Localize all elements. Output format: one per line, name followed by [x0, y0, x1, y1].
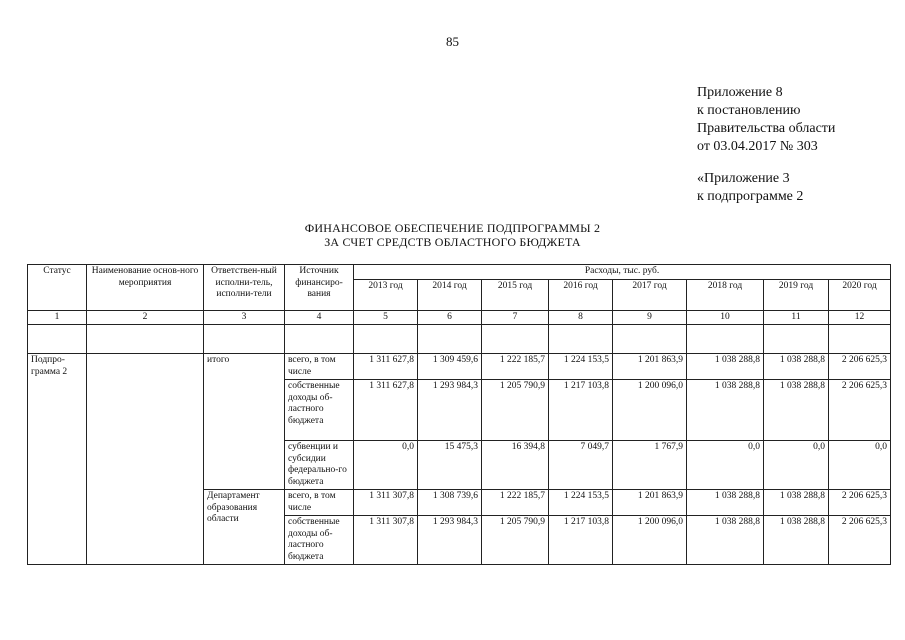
value-cell: 1 224 153,5 — [549, 490, 613, 516]
value-cell: 1 038 288,8 — [764, 516, 829, 565]
value-cell: 0,0 — [764, 441, 829, 490]
column-number: 11 — [764, 310, 829, 325]
value-cell: 1 311 307,8 — [354, 490, 418, 516]
value-cell: 1 293 984,3 — [418, 380, 482, 441]
header-row — [28, 265, 891, 280]
value-cell: 0,0 — [354, 441, 418, 490]
title-line: ФИНАНСОВОЕ ОБЕСПЕЧЕНИЕ ПОДПРОГРАММЫ 2 — [304, 221, 601, 235]
value-cell: 1 767,9 — [613, 441, 687, 490]
column-number: 6 — [418, 310, 482, 325]
value-cell: 1 038 288,8 — [687, 516, 764, 565]
spacer-cell — [613, 325, 687, 354]
value-cell: 1 205 790,9 — [482, 380, 549, 441]
appendix-block — [697, 84, 835, 156]
appendix-line: Приложение 8 — [697, 85, 783, 100]
event-name-cell — [87, 354, 204, 565]
value-cell: 15 475,3 — [418, 441, 482, 490]
table-row — [28, 354, 891, 380]
header-source: Источник финансиро-вания — [285, 265, 354, 311]
value-cell: 1 038 288,8 — [687, 380, 764, 441]
value-cell: 1 311 307,8 — [354, 516, 418, 565]
value-cell: 16 394,8 — [482, 441, 549, 490]
executor-cell: Департамент образования области — [204, 490, 285, 565]
column-number: 4 — [285, 310, 354, 325]
value-cell: 1 038 288,8 — [764, 490, 829, 516]
value-cell: 1 205 790,9 — [482, 516, 549, 565]
value-cell: 7 049,7 — [549, 441, 613, 490]
spacer-cell — [87, 325, 204, 354]
appendix-line: Правительства области — [697, 121, 836, 136]
column-number: 8 — [549, 310, 613, 325]
value-cell: 1 224 153,5 — [549, 354, 613, 380]
appendix-sub-line: к подпрограмме 2 — [697, 189, 804, 204]
column-number: 3 — [204, 310, 285, 325]
value-cell: 2 206 625,3 — [829, 490, 891, 516]
page-number: 85 — [446, 34, 459, 49]
source-cell: всего, в том числе — [285, 354, 354, 380]
header-executor: Ответствен-ный исполни-тель, исполни-тели — [204, 265, 285, 311]
value-cell: 1 038 288,8 — [687, 490, 764, 516]
spacer-cell — [285, 325, 354, 354]
year-header: 2015 год — [482, 279, 549, 310]
spacer-cell — [764, 325, 829, 354]
title-line: ЗА СЧЕТ СРЕДСТВ ОБЛАСТНОГО БЮДЖЕТА — [324, 235, 581, 249]
column-number: 1 — [28, 310, 87, 325]
appendix-sub-block — [697, 170, 803, 206]
year-header: 2013 год — [354, 279, 418, 310]
spacer-cell — [549, 325, 613, 354]
header-status: Статус — [28, 265, 87, 311]
source-cell: субвенции и субсидии федерально-го бюджета — [285, 441, 354, 490]
status-cell: Подпро-грамма 2 — [28, 354, 87, 565]
spacer-cell — [418, 325, 482, 354]
value-cell: 1 222 185,7 — [482, 354, 549, 380]
value-cell: 1 038 288,8 — [764, 380, 829, 441]
year-header: 2017 год — [613, 279, 687, 310]
source-cell: собственные доходы об-ластного бюджета — [285, 380, 354, 441]
value-cell: 2 206 625,3 — [829, 516, 891, 565]
value-cell: 0,0 — [829, 441, 891, 490]
column-number: 7 — [482, 310, 549, 325]
value-cell: 1 217 103,8 — [549, 380, 613, 441]
value-cell: 1 222 185,7 — [482, 490, 549, 516]
value-cell: 2 206 625,3 — [829, 380, 891, 441]
year-header: 2014 год — [418, 279, 482, 310]
spacer-cell — [687, 325, 764, 354]
value-cell: 1 309 459,6 — [418, 354, 482, 380]
value-cell: 1 217 103,8 — [549, 516, 613, 565]
value-cell: 1 311 627,8 — [354, 354, 418, 380]
executor-cell: итого — [204, 354, 285, 490]
header-expenses: Расходы, тыс. руб. — [354, 265, 891, 280]
spacer-cell — [204, 325, 285, 354]
value-cell: 1 038 288,8 — [764, 354, 829, 380]
source-cell: всего, в том числе — [285, 490, 354, 516]
value-cell: 1 200 096,0 — [613, 516, 687, 565]
column-number: 10 — [687, 310, 764, 325]
column-number-row — [28, 310, 891, 325]
appendix-sub-line: «Приложение 3 — [697, 171, 790, 186]
financing-table — [27, 264, 891, 565]
spacer-row — [28, 325, 891, 354]
value-cell: 1 200 096,0 — [613, 380, 687, 441]
source-cell: собственные доходы об-ластного бюджета — [285, 516, 354, 565]
document-title — [0, 221, 905, 249]
spacer-cell — [829, 325, 891, 354]
value-cell: 1 293 984,3 — [418, 516, 482, 565]
header-event-name: Наименование основ-ного мероприятия — [87, 265, 204, 311]
column-number: 5 — [354, 310, 418, 325]
year-header: 2016 год — [549, 279, 613, 310]
value-cell: 1 201 863,9 — [613, 490, 687, 516]
spacer-cell — [482, 325, 549, 354]
year-header: 2018 год — [687, 279, 764, 310]
value-cell: 1 038 288,8 — [687, 354, 764, 380]
column-number: 12 — [829, 310, 891, 325]
year-header: 2019 год — [764, 279, 829, 310]
column-number: 9 — [613, 310, 687, 325]
year-header: 2020 год — [829, 279, 891, 310]
value-cell: 0,0 — [687, 441, 764, 490]
spacer-cell — [354, 325, 418, 354]
value-cell: 1 308 739,6 — [418, 490, 482, 516]
value-cell: 1 311 627,8 — [354, 380, 418, 441]
value-cell: 1 201 863,9 — [613, 354, 687, 380]
appendix-line: к постановлению — [697, 103, 801, 118]
appendix-line: от 03.04.2017 № 303 — [697, 139, 818, 154]
value-cell: 2 206 625,3 — [829, 354, 891, 380]
column-number: 2 — [87, 310, 204, 325]
spacer-cell — [28, 325, 87, 354]
